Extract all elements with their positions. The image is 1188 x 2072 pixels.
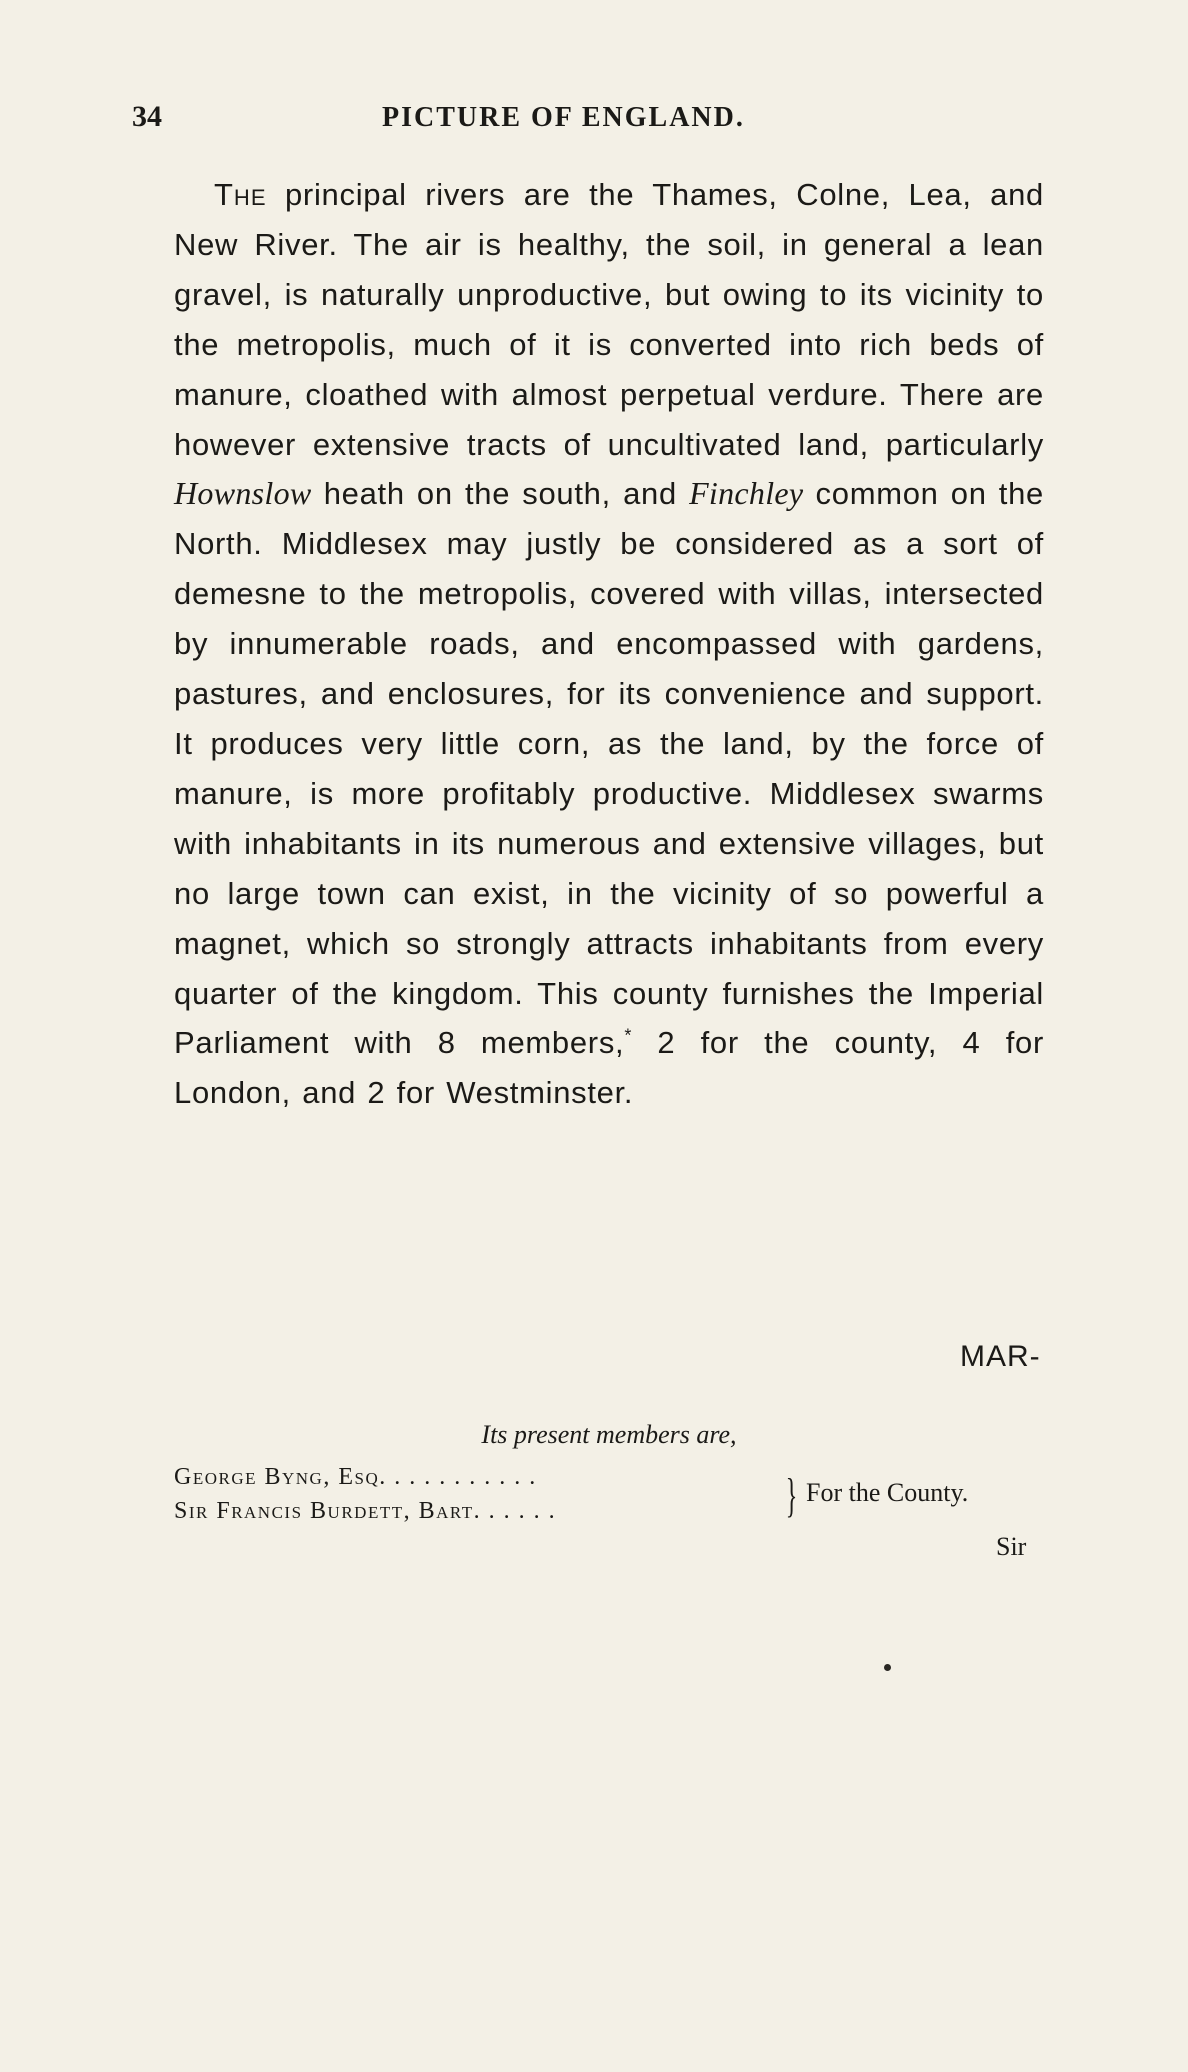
place-name-hownslow: Hownslow — [174, 475, 312, 512]
paragraph-text-1: principal rivers are the Thames, Colne, Lea, and New River. The air is healthy, the soil, in general a lean gravel, is naturally unproductive, but owing to its vicinity to the metropolis, much of it is converted into rich beds of manure, cloathed with almost perpetual verdure. There are however extensive tracts of uncultivated land, particularly — [174, 177, 1044, 462]
page-number: 34 — [132, 100, 162, 133]
running-head — [132, 100, 1032, 144]
page-catchword: MAR- — [960, 1340, 1041, 1373]
paragraph-text-2: heath on the south, and — [311, 476, 690, 512]
footnote-catchword: Sir — [996, 1532, 1027, 1561]
seat-note: For the County. — [806, 1478, 969, 1507]
footnote-heading: Its present members are, — [481, 1420, 737, 1449]
member-entry: Sir Francis Burdett, Bart. . . . . . — [174, 1498, 557, 1524]
paragraph-lead-word: The — [214, 177, 267, 212]
paragraph-text-4: 2 for the county, 4 for London, and 2 for Westminster. — [174, 1025, 1044, 1111]
brace: } — [785, 1469, 798, 1522]
running-title: PICTURE OF ENGLAND. — [382, 102, 745, 133]
footnote — [174, 1420, 1044, 1534]
footnote-marker: * — [624, 1026, 633, 1047]
member-entry: George Byng, Esq. . . . . . . . . . . — [174, 1464, 537, 1490]
main-paragraph — [174, 170, 1044, 1118]
paragraph-text-3: common on the North. Middlesex may justly be considered as a sort of demesne to the metropolis, covered with villas, intersected by innumerable roads, and encompassed with gardens, pastures, and enclosures, for its convenience and support. It produces very little corn, as the land, by the force of manure, is more profitably productive. Middlesex swarms with inhabitants in its numerous and extensive villages, but no large town can exist, in the vicinity of so powerful a magnet, which so strongly attracts inhabitants from every quarter of the kingdom. This county furnishes the Imperial Parliament with 8 members, — [174, 476, 1044, 1061]
ink-dot — [884, 1664, 891, 1671]
member-list — [174, 1464, 1044, 1534]
place-name-finchley: Finchley — [689, 475, 804, 512]
